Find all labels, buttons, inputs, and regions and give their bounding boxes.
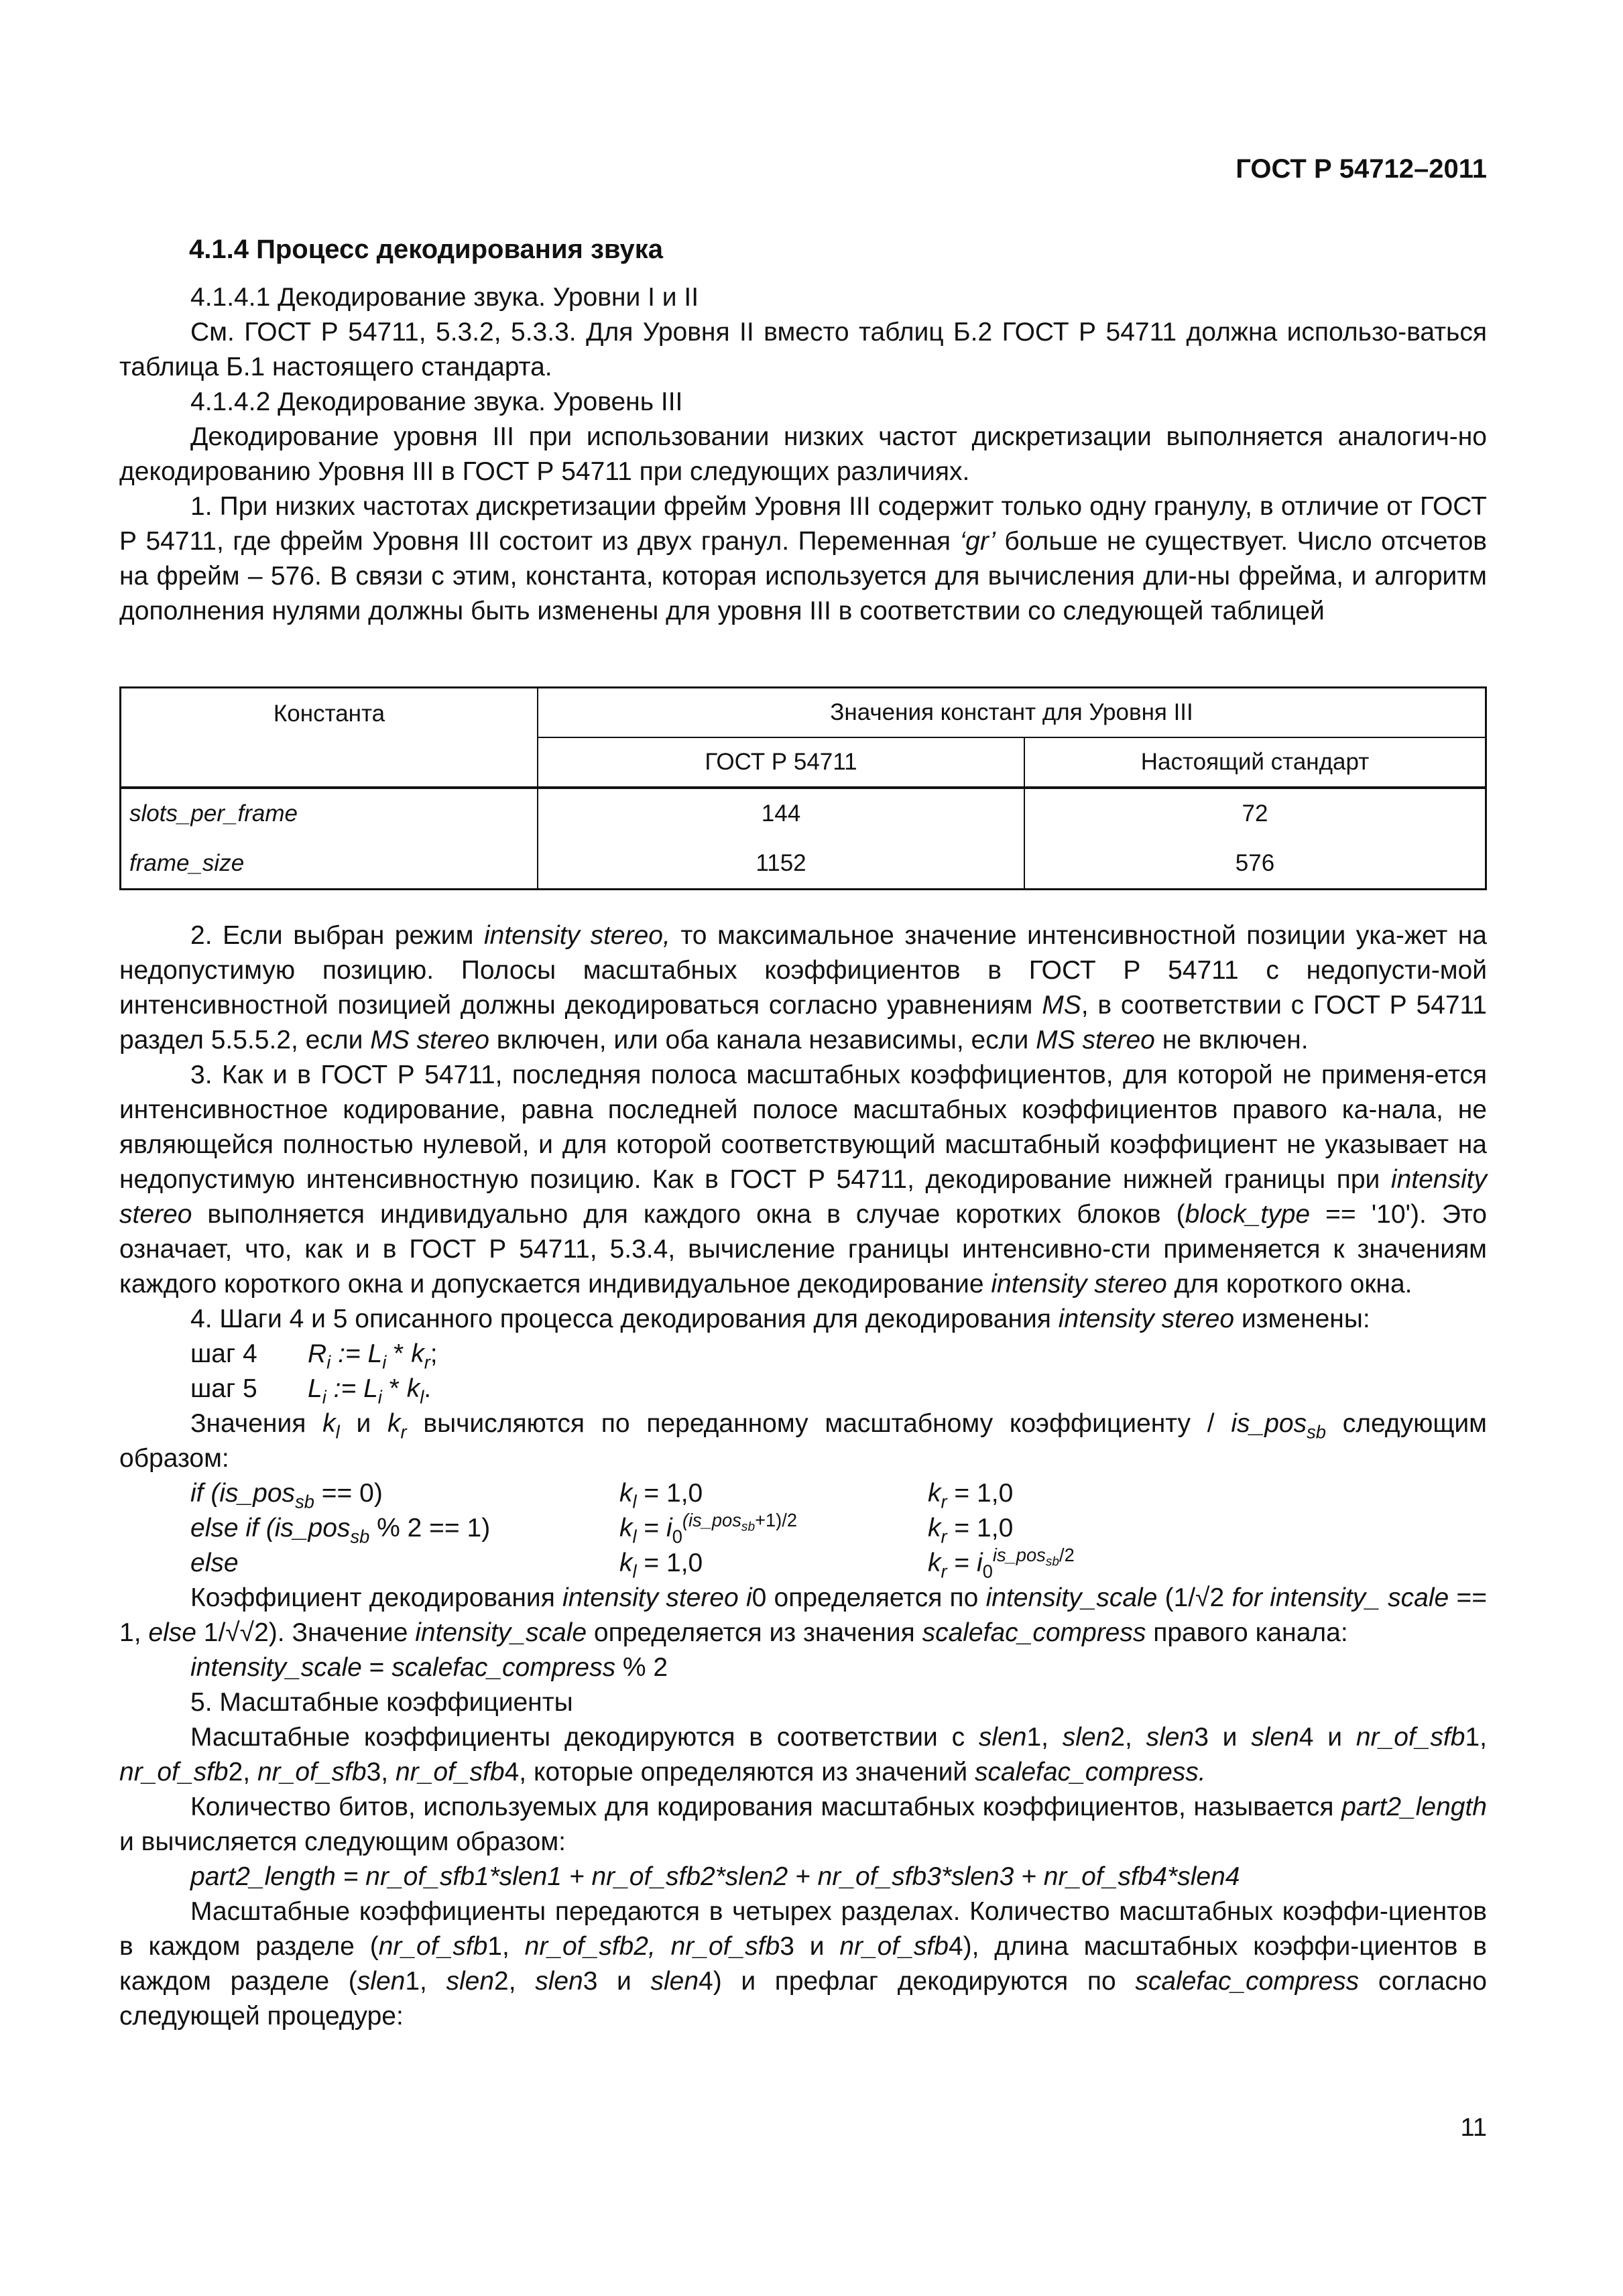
table-row <box>121 788 1486 839</box>
paragraph-scalefac-3: Масштабные коэффициенты передаются в четырех разделах. Количество масштабных коэффи-циентов в каждом разделе (nr_of_sfb1, nr_of_sfb2, nr_of_sfb3 и nr_of_sfb4), длина масштабных коэффи-циентов в каждом разделе (slen1, slen2, slen3 и slen4) и префлаг декодируются по scalefac_compress согласно следующей процедуре: <box>119 1897 1487 2031</box>
paragraph-level3-intro: Декодирование уровня III при использовании низких частот дискретизации выполняется аналогич-но декодированию Уровня III в ГОСТ Р 54711 при следующих различиях. <box>119 422 1487 486</box>
formula-row3-kr: $k_r = i_0^{is\_pos_{sb}/2}$ <box>928 1545 1075 1582</box>
k-formulas <box>119 1476 1487 1581</box>
header-values: Значения констант для Уровня III <box>538 688 1486 738</box>
intensity-scale-formula: intensity_scale = scalefac_compress % 2 <box>190 1653 668 1682</box>
formula-row1-kl: $k_l = 1,0$ <box>619 1479 703 1512</box>
step-4-formula: $R_i$ := $L_i * k_r$; <box>308 1339 438 1373</box>
paragraph-item-3: 3. Как и в ГОСТ Р 54711, последняя полоса масштабных коэффициентов, для которой не применя-ется интенсивностное кодирование, равна последней полосе масштабных коэффициентов правого ка-нала, не являющейся полностью нулевой, и для которой соответствующий масштабный коэффициент не указывает на недопустимую интенсивностную позицию. Как в ГОСТ Р 54711, декодирование нижней границы при intensity stereo выполняется индивидуально для каждого окна в случае коротких блоков (block_type == '10'). Это означает, что, как и в ГОСТ Р 54711, 5.3.4, вычисление границы интенсивно-сти применяется к значениям каждого короткого окна и допускается индивидуальное декодирование intensity stereo для короткого окна. <box>119 1061 1487 1298</box>
formula-row1-condition: if (is_pos$_{sb}$ == 0) <box>190 1479 383 1512</box>
subsection-levels-1-2: 4.1.4.1 Декодирование звука. Уровни I и II <box>190 283 699 312</box>
formula-row1-kr: $k_r = 1,0$ <box>928 1479 1014 1512</box>
paragraph-scalefac-1: Масштабные коэффициенты декодируются в соответствии с slen1, slen2, slen3 и slen4 и nr_of_sfb1, nr_of_sfb2, nr_of_sfb3, nr_of_sfb4, которые определяются из значений scalefac_compress. <box>119 1723 1487 1787</box>
cell-gost-value: 144 <box>538 788 1024 839</box>
cell-current-value: 576 <box>1024 839 1486 890</box>
table-header-row <box>121 688 1486 738</box>
constants-table <box>119 686 1487 890</box>
paragraph-reference: См. ГОСТ Р 54711, 5.3.2, 5.3.3. Для Уровня II вместо таблиц Б.2 ГОСТ Р 54711 должна использо-ваться таблица Б.1 настоящего стандарта. <box>119 318 1487 381</box>
step-5-label: шаг 5 <box>190 1374 257 1403</box>
paragraph-values: Значения $k_l$ и $k_r$ вычисляются по переданному масштабному коэффициенту / is_pos$_{sb}$ следующим образом: <box>119 1409 1487 1473</box>
paragraph-item-1: 1. При низких частотах дискретизации фрейм Уровня III содержит только одну гранулу, в отличие от ГОСТ Р 54711, где фрейм Уровня III состоит из двух гранул. Переменная ‘gr’ больше не существует. Число отсчетов на фрейм – 576. В связи с этим, константа, которая используется для вычисления дли-ны фрейма, и алгоритм дополнения нулями должны быть изменены для уровня III в соответствии со следующей таблицей <box>119 492 1487 625</box>
document-page <box>119 0 1487 2296</box>
paragraph-scalefac-2: Количество битов, используемых для кодирования масштабных коэффициентов, называется part2_length и вычисляется следующим образом: <box>119 1793 1487 1856</box>
formula-row2-kl: $k_l = i_0^{(is\_pos_{sb}+1)/2}$ <box>619 1510 798 1547</box>
paragraph-item-4: 4. Шаги 4 и 5 описанного процесса декодирования для декодирования intensity stereo изменены: <box>190 1305 1370 1333</box>
header-gost: ГОСТ Р 54711 <box>538 737 1024 788</box>
formula-row2-condition: else if (is_pos$_{sb}$ % 2 == 1) <box>190 1514 491 1547</box>
item-5-title: 5. Масштабные коэффициенты <box>190 1688 573 1717</box>
step-5-formula: $L_i$ := $L_i * k_l$. <box>308 1374 432 1408</box>
formula-row2-kr: $k_r = 1,0$ <box>928 1514 1014 1547</box>
formula-row3-kl: $k_l = 1,0$ <box>619 1549 703 1582</box>
step-4-label: шаг 4 <box>190 1339 257 1368</box>
document-body <box>119 280 1487 2034</box>
table-row <box>121 839 1486 890</box>
formula-row3-condition: else <box>190 1549 239 1577</box>
section-heading: 4.1.4 Процесс декодирования звука <box>189 235 663 264</box>
header-constant: Константа <box>121 688 538 788</box>
subsection-level-3: 4.1.4.2 Декодирование звука. Уровень III <box>190 387 683 416</box>
paragraph-coefficient: Коэффициент декодирования intensity stereo i0 определяется по intensity_scale (1/√2 for intensity_ scale == 1, else 1/√√2). Значение intensity_scale определяется из значения scalefac_compress правого канала: <box>119 1583 1488 1647</box>
page-number: 11 <box>1460 2114 1487 2142</box>
cell-constant-name: slots_per_frame <box>121 788 538 839</box>
cell-constant-name: frame_size <box>121 839 538 890</box>
steps-block <box>119 1337 1487 1406</box>
document-id-header: ГОСТ Р 54712–2011 <box>1236 154 1487 184</box>
paragraph-item-2: 2. Если выбран режим intensity stereo, то максимальное значение интенсивностной позиции ука-жет на недопустимую позицию. Полосы масштабных коэффициентов в ГОСТ Р 54711 с недопусти-мой интенсивностной позицией должны декодироваться согласно уравнениям MS, в соответствии с ГОСТ Р 54711 раздел 5.5.5.2, если MS stereo включен, или оба канала независимы, если MS stereo не включен. <box>119 921 1487 1054</box>
cell-gost-value: 1152 <box>538 839 1024 890</box>
part2-length-formula: part2_length = nr_of_sfb1*slen1 + nr_of_sfb2*slen2 + nr_of_sfb3*slen3 + nr_of_sfb4*slen4 <box>190 1862 1240 1891</box>
header-current-standard: Настоящий стандарт <box>1024 737 1486 788</box>
cell-current-value: 72 <box>1024 788 1486 839</box>
